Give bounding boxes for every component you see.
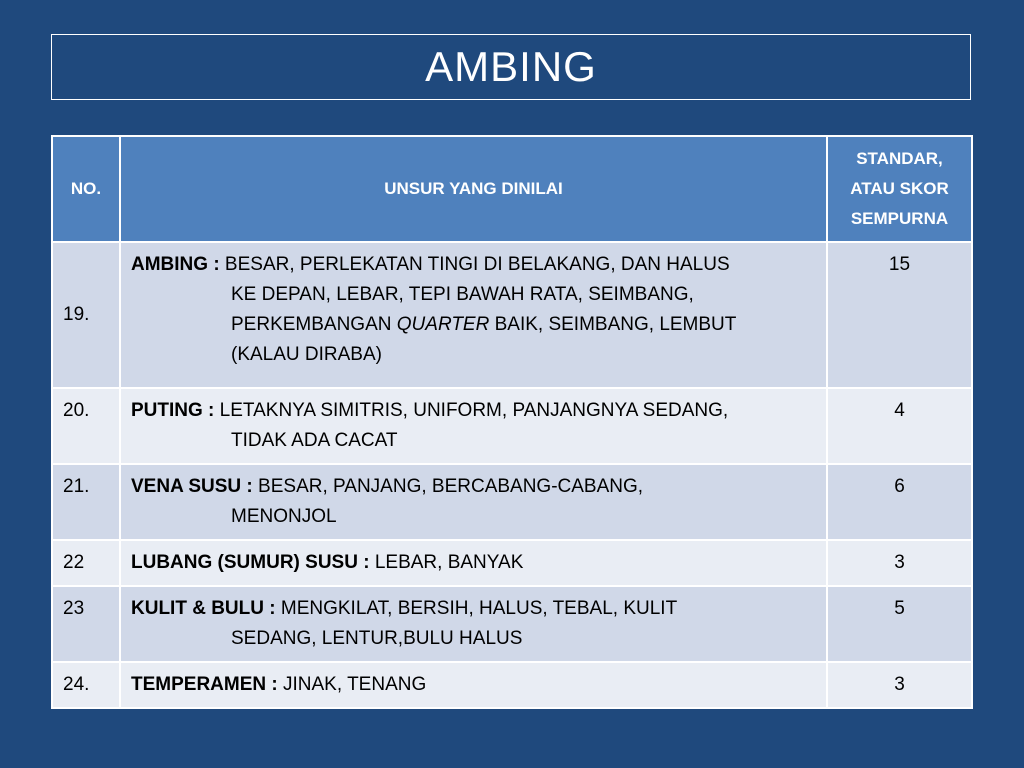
criteria-table: [51, 135, 973, 709]
header-unsur: UNSUR YANG DINILAI: [120, 136, 827, 242]
table-row: [52, 464, 972, 540]
criteria-text: JINAK, TENANG: [277, 674, 427, 695]
criteria-line: (KALAU DIRABA): [231, 344, 382, 365]
criteria-text: PERKEMBANGAN: [231, 314, 397, 335]
table-body: [52, 242, 972, 708]
criteria-line: [131, 310, 816, 340]
criteria-name: TEMPERAMEN :: [131, 674, 278, 695]
table-row: [52, 388, 972, 464]
row-criteria: [120, 242, 827, 388]
criteria-line: [131, 548, 816, 578]
table-row: [52, 586, 972, 662]
criteria-line: SEDANG, LENTUR,BULU HALUS: [231, 628, 523, 649]
row-number: 19.: [52, 242, 120, 388]
row-criteria: [120, 388, 827, 464]
criteria-line: [131, 670, 816, 700]
header-standar-line3: SEMPURNA: [850, 208, 949, 228]
table-row: [52, 662, 972, 708]
row-number: 21.: [52, 464, 120, 540]
criteria-name: KULIT & BULU :: [131, 598, 276, 619]
row-criteria: [120, 540, 827, 586]
criteria-line: [131, 250, 816, 280]
criteria-line: KE DEPAN, LEBAR, TEPI BAWAH RATA, SEIMBANG,: [231, 284, 694, 305]
table-row: [52, 540, 972, 586]
criteria-name: AMBING :: [131, 254, 220, 275]
row-score: 5: [827, 586, 972, 662]
row-score: 4: [827, 388, 972, 464]
title-box: [51, 34, 971, 100]
criteria-line: MENONJOL: [231, 506, 337, 527]
row-score: 15: [827, 242, 972, 388]
criteria-name: PUTING :: [131, 400, 215, 421]
criteria-line: [131, 396, 816, 426]
row-criteria: [120, 586, 827, 662]
criteria-italic-text: QUARTER: [396, 314, 490, 335]
criteria-line: TIDAK ADA CACAT: [231, 430, 398, 451]
row-number: 23: [52, 586, 120, 662]
table-row: [52, 242, 972, 388]
criteria-line: [131, 594, 816, 624]
criteria-text: LETAKNYA SIMITRIS, UNIFORM, PANJANGNYA SEDANG,: [214, 400, 729, 421]
header-standar-line1: STANDAR,: [856, 149, 943, 169]
row-score: 3: [827, 540, 972, 586]
criteria-text: BESAR, PERLEKATAN TINGI DI BELAKANG, DAN HALUS: [219, 254, 730, 275]
slide-title: AMBING: [425, 43, 597, 90]
header-standar-line2: ATAU SKOR: [850, 179, 949, 199]
row-criteria: [120, 464, 827, 540]
row-number: 24.: [52, 662, 120, 708]
row-number: 22: [52, 540, 120, 586]
row-score: 3: [827, 662, 972, 708]
criteria-text: BESAR, PANJANG, BERCABANG-CABANG,: [252, 476, 644, 497]
header-standar: [827, 136, 972, 242]
table-header: [52, 136, 972, 242]
row-number: 20.: [52, 388, 120, 464]
criteria-text: LEBAR, BANYAK: [369, 552, 524, 573]
criteria-name: LUBANG (SUMUR) SUSU :: [131, 552, 370, 573]
header-row: [52, 136, 972, 242]
criteria-name: VENA SUSU :: [131, 476, 253, 497]
criteria-text: BAIK, SEIMBANG, LEMBUT: [489, 314, 737, 335]
row-criteria: [120, 662, 827, 708]
criteria-text: MENGKILAT, BERSIH, HALUS, TEBAL, KULIT: [275, 598, 678, 619]
row-score: 6: [827, 464, 972, 540]
criteria-line: [131, 472, 816, 502]
header-no: NO.: [52, 136, 120, 242]
